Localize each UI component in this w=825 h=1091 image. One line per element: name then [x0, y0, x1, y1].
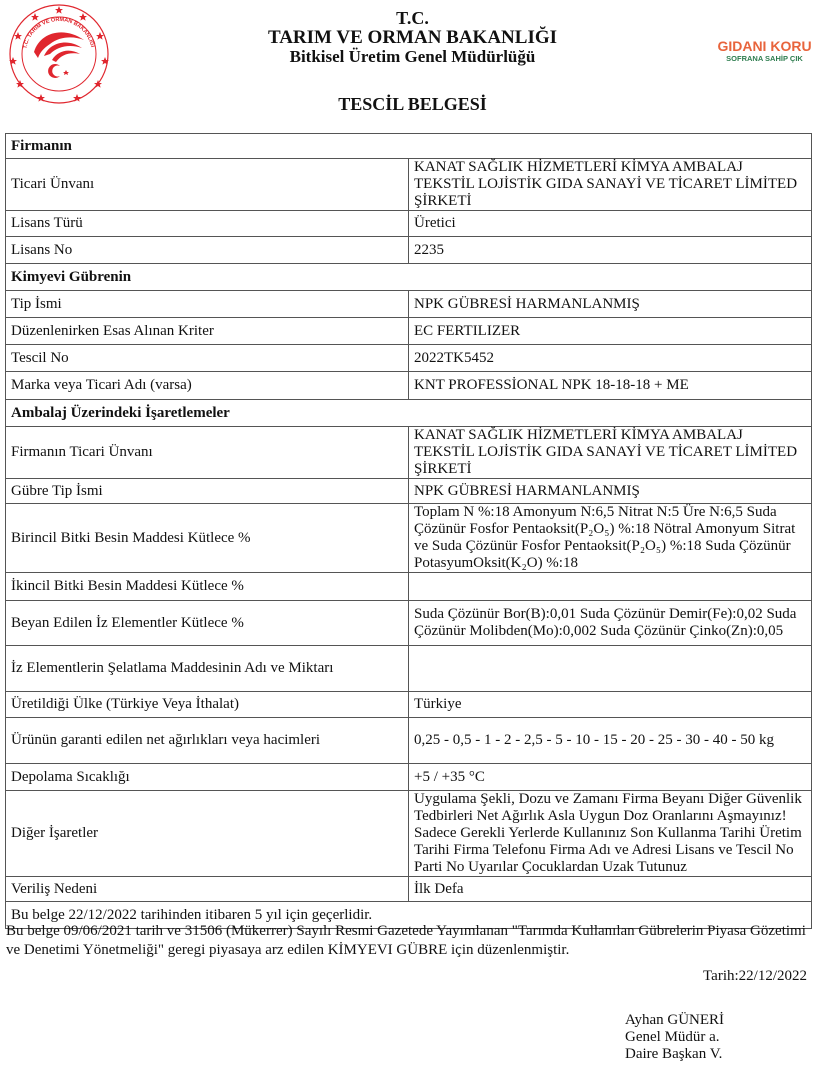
- row-value: [409, 646, 812, 692]
- table-row: [6, 159, 812, 211]
- row-value: NPK GÜBRESİ HARMANLANMIŞ: [409, 291, 812, 318]
- row-label: Marka veya Ticari Adı (varsa): [6, 372, 409, 400]
- row-label: Diğer İşaretler: [6, 791, 409, 877]
- row-label: Gübre Tip İsmi: [6, 479, 409, 504]
- row-label: Birincil Bitki Besin Maddesi Kütlece %: [6, 504, 409, 573]
- gidani-koru-logo-title: GIDANI KORU: [717, 38, 812, 54]
- section-title-firma: Firmanın: [6, 134, 812, 159]
- row-label: Ürünün garanti edilen net ağırlıkları veya hacimleri: [6, 718, 409, 764]
- header-ministry: TARIM VE ORMAN BAKANLIĞI: [267, 27, 558, 48]
- row-label: Üretildiği Ülke (Türkiye Veya İthalat): [6, 692, 409, 718]
- row-label: Tip İsmi: [6, 291, 409, 318]
- row-label: İkincil Bitki Besin Maddesi Kütlece %: [6, 573, 409, 601]
- signature-block: [625, 1012, 724, 1063]
- row-value: Türkiye: [409, 692, 812, 718]
- row-value: NPK GÜBRESİ HARMANLANMIŞ: [409, 479, 812, 504]
- table-row: [6, 237, 812, 264]
- row-value: EC FERTILIZER: [409, 318, 812, 345]
- signatory-title-2: Daire Başkan V.: [625, 1046, 723, 1062]
- row-label: Lisans Türü: [6, 211, 409, 237]
- row-label: Veriliş Nedeni: [6, 877, 409, 902]
- certificate-table: [5, 133, 812, 929]
- section-title-ambalaj: Ambalaj Üzerindeki İşaretlemeler: [6, 400, 812, 427]
- signatory-name: Ayhan GÜNERİ: [625, 1012, 725, 1028]
- row-label: İz Elementlerin Şelatlama Maddesinin Adı ve Miktarı: [6, 646, 409, 692]
- row-value: KANAT SAĞLIK HİZMETLERİ KİMYA AMBALAJ TEKSTİL LOJİSTİK GIDA SANAYİ VE TİCARET LİMİTED ŞİRKETİ: [409, 159, 812, 211]
- svg-text:T.C. TARIM VE ORMAN BAKANLIĞI: T.C. TARIM VE ORMAN BAKANLIĞI: [22, 16, 96, 50]
- section-header-row: [6, 264, 812, 291]
- row-value: 0,25 - 0,5 - 1 - 2 - 2,5 - 5 - 10 - 15 - 20 - 25 - 30 - 40 - 50 kg: [409, 718, 812, 764]
- table-row: [6, 573, 812, 601]
- row-value: KANAT SAĞLIK HİZMETLERİ KİMYA AMBALAJ TEKSTİL LOJİSTİK GIDA SANAYİ VE TİCARET LİMİTED ŞİRKETİ: [409, 427, 812, 479]
- table-row: [6, 479, 812, 504]
- row-label: Firmanın Ticari Ünvanı: [6, 427, 409, 479]
- ministry-seal-icon: [4, 2, 114, 106]
- table-row: [6, 791, 812, 877]
- table-row: [6, 504, 812, 573]
- section-header-row: [6, 134, 812, 159]
- gidani-koru-logo-slogan: SOFRANA SAHİP ÇIK: [726, 54, 803, 63]
- table-row: [6, 877, 812, 902]
- table-row: [6, 646, 812, 692]
- section-title-gubre: Kimyevi Gübrenin: [6, 264, 812, 291]
- table-row: [6, 345, 812, 372]
- row-value: Suda Çözünür Bor(B):0,01 Suda Çözünür Demir(Fe):0,02 Suda Çözünür Molibden(Mo):0,002 Suda Çözünür Çinko(Zn):0,05: [409, 601, 812, 646]
- signatory-title-1: Genel Müdür a.: [625, 1029, 720, 1045]
- table-row: [6, 318, 812, 345]
- ministry-seal-logo: [4, 2, 114, 106]
- table-row: [6, 764, 812, 791]
- header-tc: T.C.: [396, 8, 429, 28]
- header-directorate: Bitkisel Üretim Genel Müdürlüğü: [289, 47, 536, 66]
- table-row: [6, 692, 812, 718]
- row-label: Depolama Sıcaklığı: [6, 764, 409, 791]
- row-value: [409, 573, 812, 601]
- table-row: [6, 211, 812, 237]
- table-row: [6, 372, 812, 400]
- row-value: 2235: [409, 237, 812, 264]
- gidani-koru-logo: [712, 38, 817, 74]
- row-label: Lisans No: [6, 237, 409, 264]
- section-header-row: [6, 400, 812, 427]
- validity-text: Bu belge 22/12/2022 tarihinden itibaren 5 yıl için geçerlidir.: [6, 902, 812, 929]
- row-value: İlk Defa: [409, 877, 812, 902]
- row-label: Düzenlenirken Esas Alınan Kriter: [6, 318, 409, 345]
- table-row: [6, 718, 812, 764]
- row-label: Tescil No: [6, 345, 409, 372]
- row-value: +5 / +35 °C: [409, 764, 812, 791]
- table-row: [6, 427, 812, 479]
- document-header: [200, 9, 625, 67]
- issue-date: Tarih:22/12/2022: [703, 968, 807, 984]
- table-row: [6, 291, 812, 318]
- row-label: Beyan Edilen İz Elementler Kütlece %: [6, 601, 409, 646]
- table-row: [6, 601, 812, 646]
- row-value: KNT PROFESSİONAL NPK 18-18-18 + ME: [409, 372, 812, 400]
- row-value: Toplam N %:18 Amonyum N:6,5 Nitrat N:5 Üre N:6,5 Suda Çözünür Fosfor Pentaoksit(P₂O₅) %:18 Nötral Amonyum Sitrat ve Suda Çözünür Fosfor Pentaoksit(P₂O₅) %:18 Suda Çözünür PotasyumOksit(K₂O) %:18: [409, 504, 812, 573]
- regulation-paragraph: Bu belge 09/06/2021 tarih ve 31506 (Mükerrer) Sayılı Resmi Gazetede Yayımlanan "Tarımda Kullanılan Gübrelerin Piyasa Gözetimi ve Denetimi Yönetmeliği" geregi piyasaya arz edilen KİMYEVI GÜBRE için düzenlenmiştir.: [6, 923, 806, 958]
- row-value: Uygulama Şekli, Dozu ve Zamanı Firma Beyanı Diğer Güvenlik Tedbirleri Net Ağırlık Asla Uygun Doz Oranlarını Aşmayınız! Sadece Gerekli Yerlerde Kullanınız Son Kullanma Tarihi Üretim Tarihi Firma Telefonu Firma Adı ve Adresi Lisans ve Tescil No Parti No Uyarılar Çocuklardan Uzak Tutunuz: [409, 791, 812, 877]
- row-value: Üretici: [409, 211, 812, 237]
- document-title: TESCİL BELGESİ: [338, 94, 487, 114]
- row-value: 2022TK5452: [409, 345, 812, 372]
- row-label: Ticari Ünvanı: [6, 159, 409, 211]
